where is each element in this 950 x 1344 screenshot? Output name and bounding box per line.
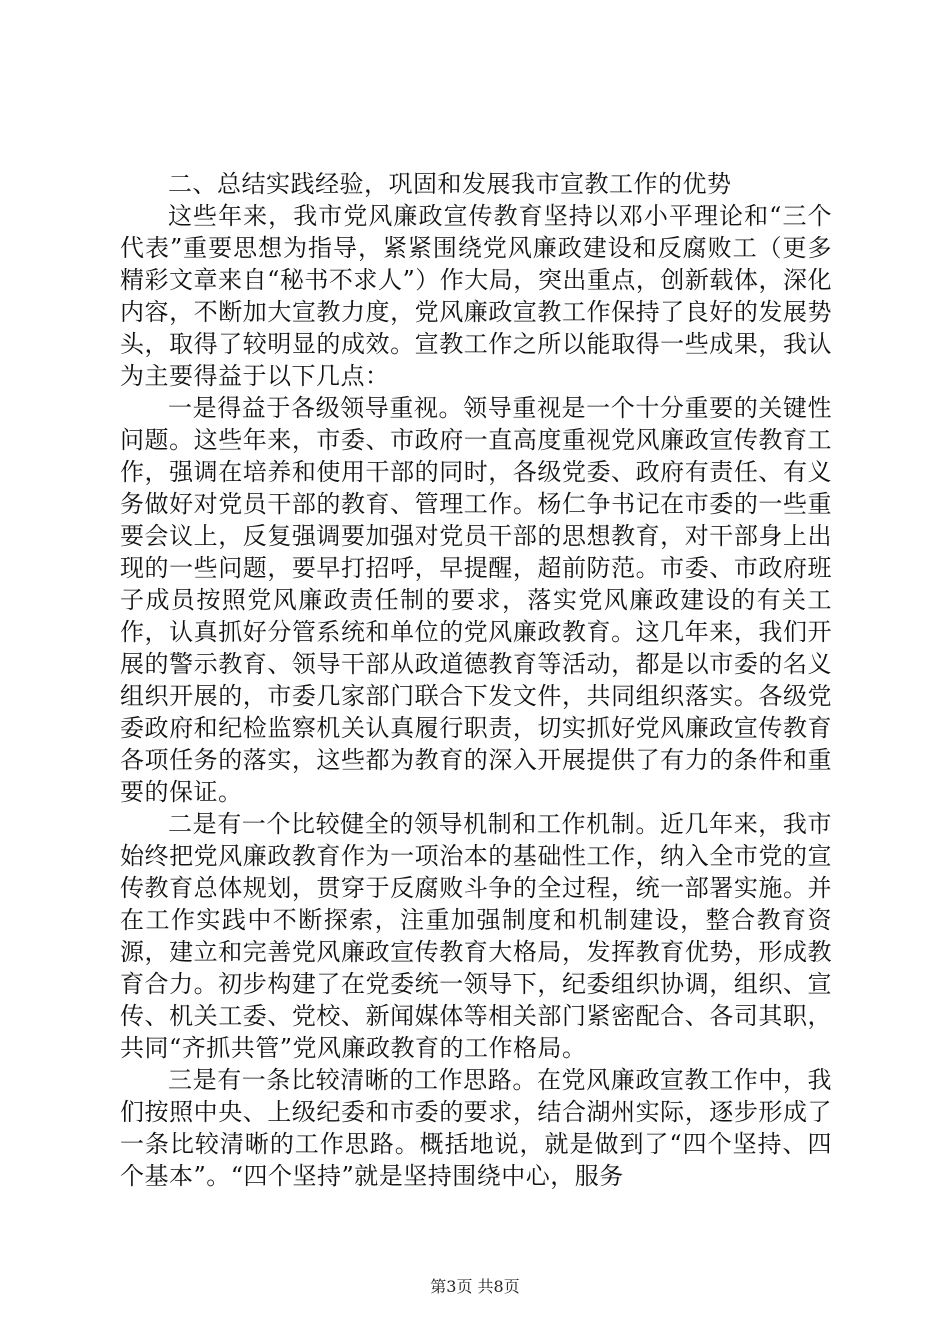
page-footer: 第3页 共8页 <box>430 1277 520 1296</box>
paragraph-point-three: 三是有一条比较清晰的工作思路。在党风廉政宣教工作中，我们按照中央、上级纪委和市委的要求，结合湖州实际，逐步形成了一条比较清晰的工作思路。概括地说，就是做到了“四个坚持、四个基本”。“四个坚持”就是坚持围绕中心，服务 <box>120 1066 832 1190</box>
section-heading: 二、总结实践经验，巩固和发展我市宣教工作的优势 <box>168 170 732 198</box>
paragraph-intro: 这些年来，我市党风廉政宣传教育坚持以邓小平理论和“三个代表”重要思想为指导，紧紧围绕党风廉政建设和反腐败工（更多精彩文章来自“秘书不求人”）作大局，突出重点，创新载体，深化内容，不断加大宣教力度，党风廉政宣教工作保持了良好的发展势头，取得了较明显的成效。宣教工作之所以能取得一些成果，我认为主要得益于以下几点： <box>120 202 832 390</box>
paragraph-point-one: 一是得益于各级领导重视。领导重视是一个十分重要的关键性问题。这些年来，市委、市政府一直高度重视党风廉政宣传教育工作，强调在培养和使用干部的同时，各级党委、政府有责任、有义务做好对党员干部的教育、管理工作。杨仁争书记在市委的一些重要会议上，反复强调要加强对党员干部的思想教育，对干部身上出现的一些问题，要早打招呼，早提醒，超前防范。市委、市政府班子成员按照党风廉政责任制的要求，落实党风廉政建设的有关工作，认真抓好分管系统和单位的党风廉政教育。这几年来，我们开展的警示教育、领导干部从政道德教育等活动，都是以市委的名义组织开展的，市委几家部门联合下发文件，共同组织落实。各级党委政府和纪检监察机关认真履行职责，切实抓好党风廉政宣传教育各项任务的落实，这些都为教育的深入开展提供了有力的条件和重要的保证。 <box>120 394 832 806</box>
paragraph-point-two: 二是有一个比较健全的领导机制和工作机制。近几年来，我市始终把党风廉政教育作为一项治本的基础性工作，纳入全市党的宣传教育总体规划，贯穿于反腐败斗争的全过程，统一部署实施。并在工作实践中不断探索，注重加强制度和机制建设，整合教育资源，建立和完善党风廉政宣传教育大格局，发挥教育优势，形成教育合力。初步构建了在党委统一领导下，纪委组织协调，组织、宣传、机关工委、党校、新闻媒体等相关部门紧密配合、各司其职，共同“齐抓共管”党风廉政教育的工作格局。 <box>120 810 832 1062</box>
document-body <box>120 168 832 1192</box>
